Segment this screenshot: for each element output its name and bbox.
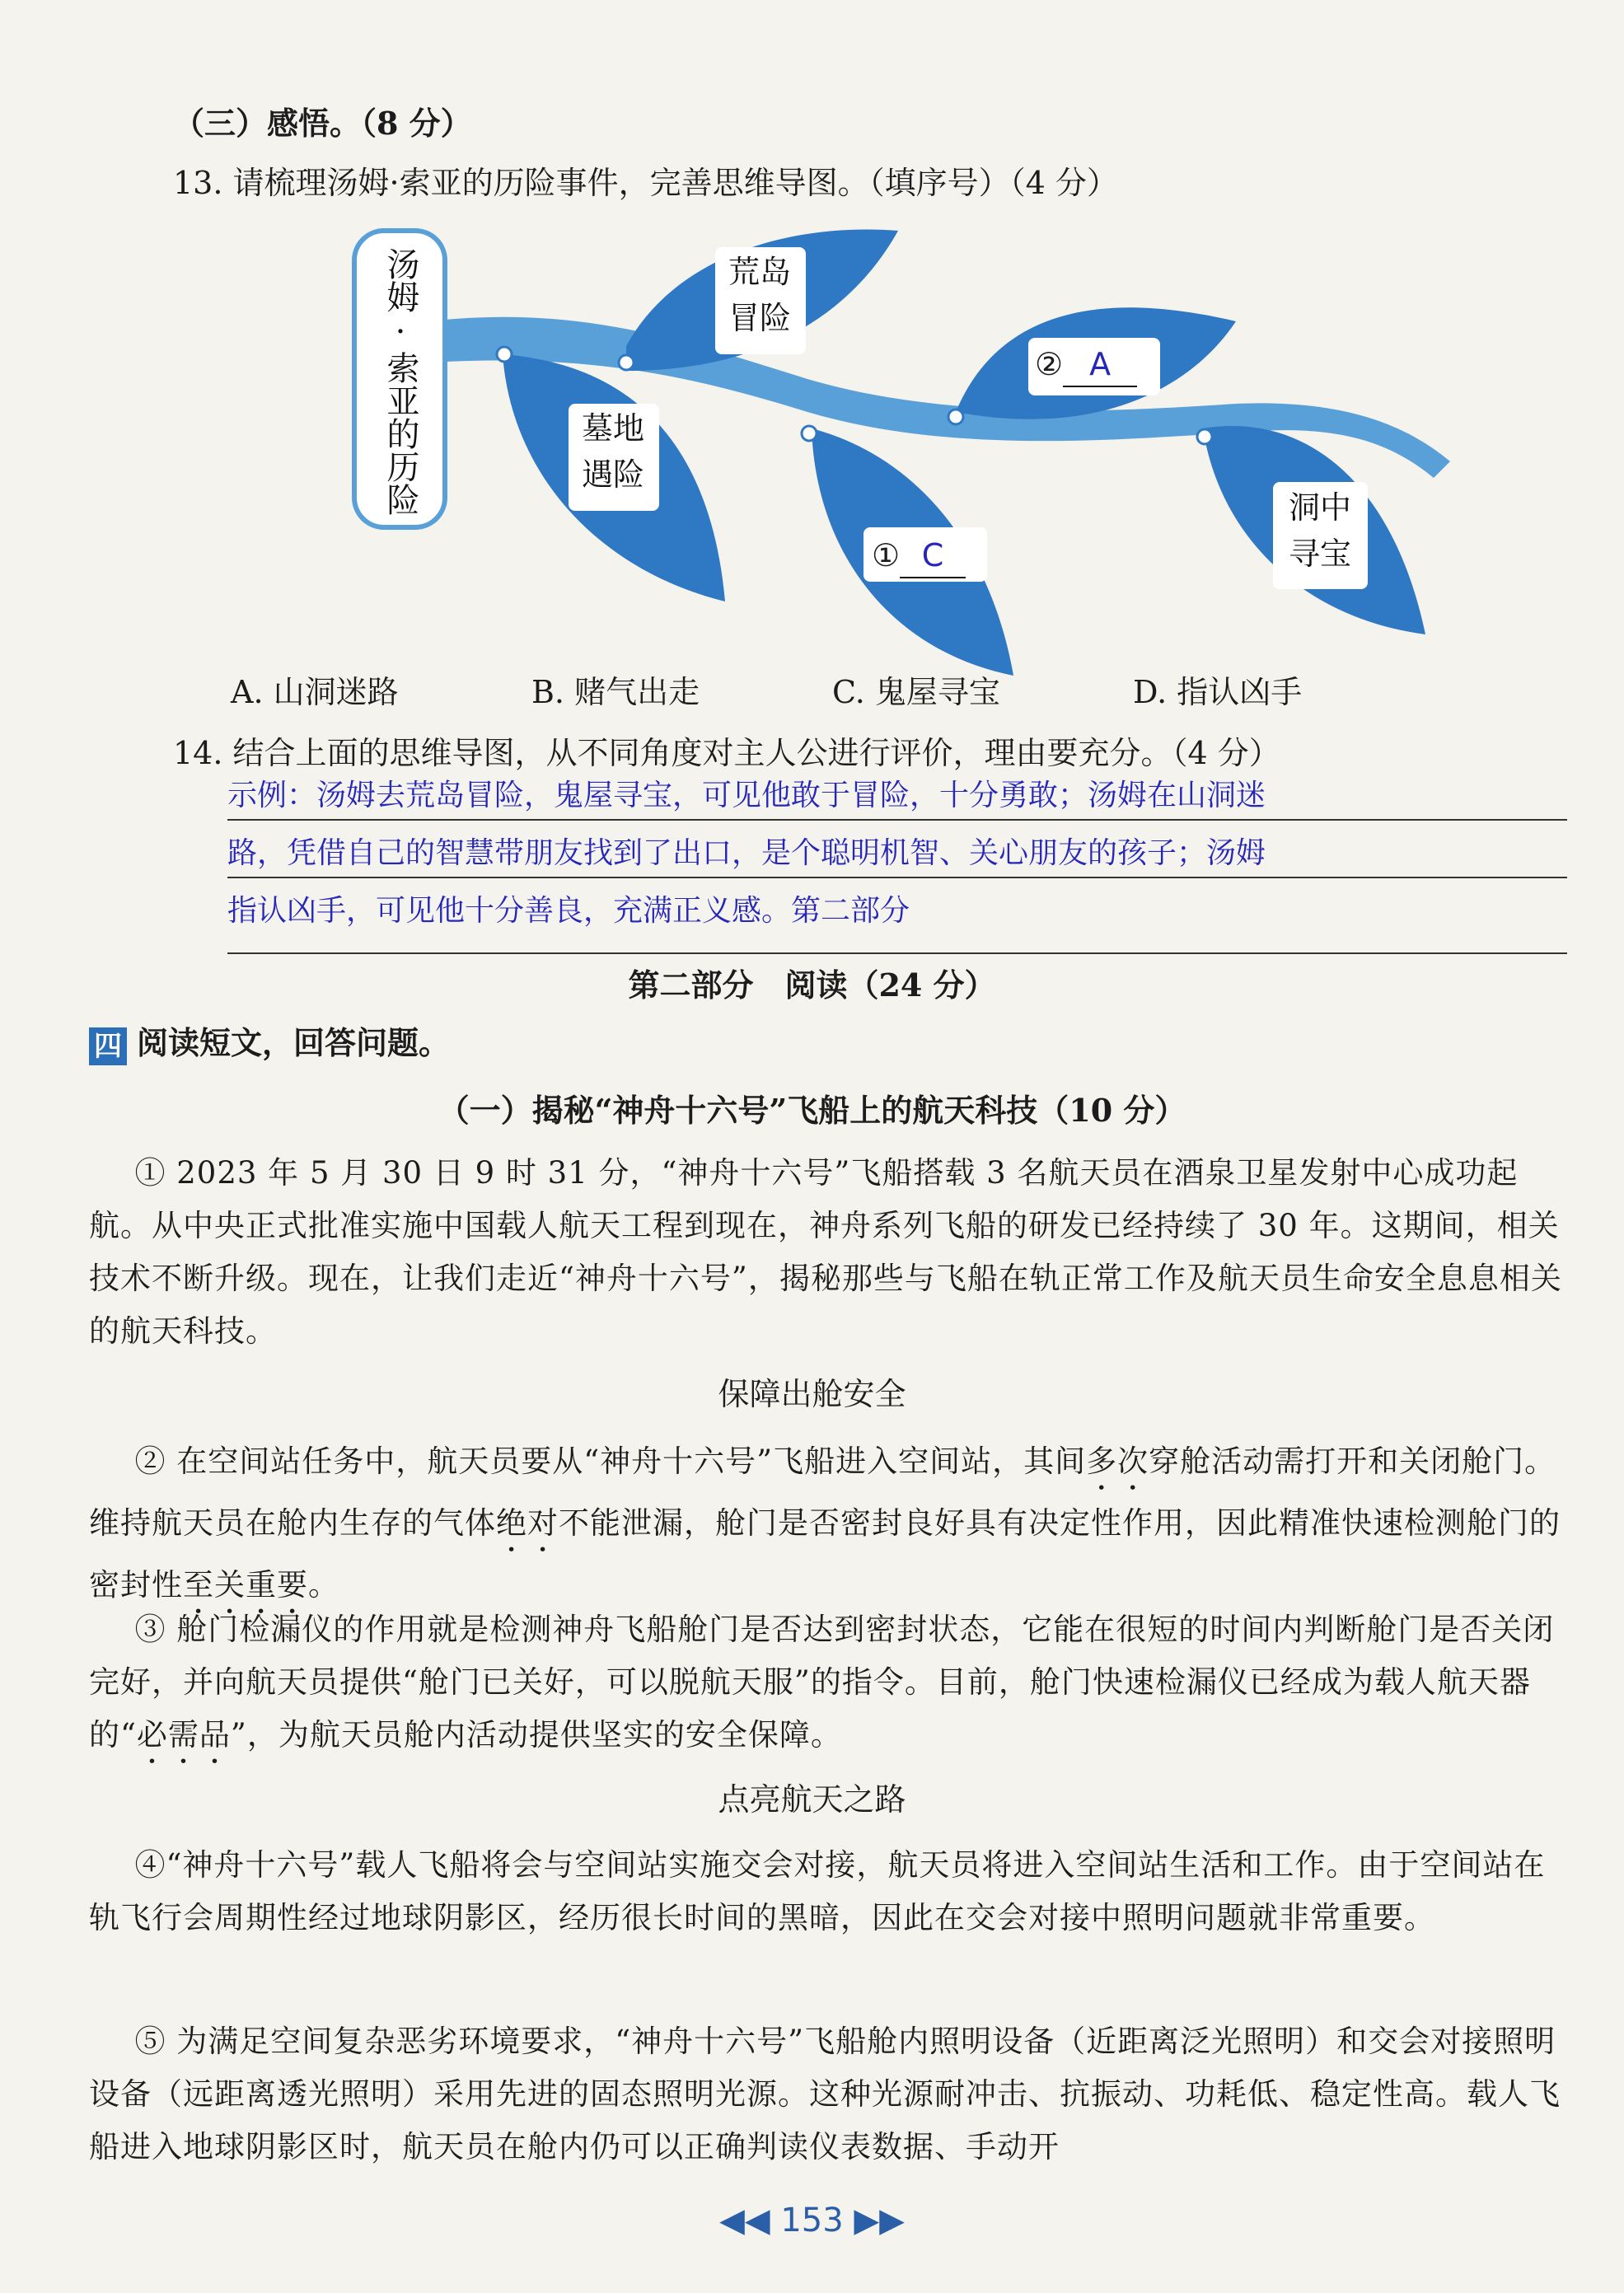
option-d: D. 指认凶手 (1133, 674, 1303, 710)
paragraph-3 (89, 1603, 1564, 1771)
leaf-graveyard-label: 墓地遇险 (581, 410, 644, 493)
leaf-cave-label: 洞中寻宝 (1288, 489, 1351, 572)
leaf-blank1 (872, 534, 966, 578)
answer-rule-3 (227, 952, 1567, 954)
section4-title: 阅读短文，回答问题。 (137, 1024, 451, 1061)
blank2-prefix: ② (1035, 346, 1064, 382)
paragraph-2 (89, 1435, 1564, 1621)
p3-emphasis: 必需品 (136, 1717, 231, 1753)
p3-part-a: ③ 舱门检漏仪的作用就是检测神舟飞船舱门是否达到密封状态，它能在很短的时间内判断舱门是否关闭完好，并向航天员提供“舱门已关好，可以脱航天服”的指令。目前，舱门快速检漏仪已经成为载人航天器的“ (89, 1612, 1555, 1753)
paragraph-4: ④“神舟十六号”载人飞船将会与空间站实施交会对接，航天员将进入空间站生活和工作。由于空间站在轨飞行会周期性经过地球阴影区，经历很长时间的黑暗，因此在交会对接中照明问题就非常重要。 (89, 1847, 1546, 1935)
p2-emphasis-3: 至关重要 (183, 1567, 308, 1603)
p2-part-b: 穿舱活动需打开和关闭舱门。维持航天员在舱内生存的气体 (89, 1444, 1556, 1541)
leaf-blank2 (1035, 343, 1137, 387)
option-c: C. 鬼屋寻宝 (832, 674, 1000, 710)
p2-emphasis-2: 绝对 (496, 1505, 559, 1541)
p2-emphasis-1: 多次 (1086, 1444, 1149, 1479)
paragraph-1: ① 2023 年 5 月 30 日 9 时 31 分，“神舟十六号”飞船搭载 3 名航天员在酒泉卫星发射中心成功起航。从中央正式批准实施中国载人航天工程到现在，神舟系列飞船的研发已经持续了 30 年。这期间，相关技术不断升级。现在，让我们走近“神舟十六号”，揭秘那些与飞船在轨正常工作及航天员生命安全息息相关的航天科技。 (89, 1155, 1562, 1349)
answer-rule-1 (227, 819, 1567, 821)
q14-stem: 14. 结合上面的思维导图，从不同角度对主人公进行评价，理由要充分。（4 分） (173, 735, 1280, 771)
option-a: A. 山洞迷路 (231, 674, 399, 710)
q13-stem: 13. 请梳理汤姆·索亚的历险事件，完善思维导图。（填序号）（4 分） (173, 165, 1118, 201)
option-b: B. 赌气出走 (531, 674, 700, 710)
leaf-island-label: 荒岛冒险 (728, 254, 791, 336)
p2-part-c: 不能泄漏，舱门是否密封良好具有决定性作用，因此精准快速检测舱门的密封性 (89, 1505, 1561, 1603)
section4-heading (89, 1022, 450, 1065)
part2-title: 第二部分 阅读（24 分） (628, 966, 996, 1004)
article-title: （一）揭秘“神舟十六号”飞船上的航天科技（10 分） (438, 1092, 1186, 1129)
section3-title: （三）感悟。（8 分） (173, 105, 472, 142)
blank1-prefix: ① (872, 537, 901, 573)
q14-answer-line-3: 指认凶手，可见他十分善良，充满正义感。第二部分 (227, 894, 910, 928)
p3-part-b: ”，为航天员舱内活动提供坚实的安全保障。 (230, 1717, 842, 1753)
blank1-answer: C (900, 534, 966, 578)
subhead-2: 点亮航天之路 (718, 1781, 906, 1818)
mind-map-root-label: 汤姆·索亚的历险 (381, 247, 419, 516)
blank2-answer: A (1063, 343, 1137, 387)
q14-answer-line-2: 路，凭借自己的智慧带朋友找到了出口，是个聪明机智、关心朋友的孩子；汤姆 (227, 836, 1266, 870)
page-number: ◀◀ 153 ▶▶ (719, 2202, 905, 2239)
paragraph-5: ⑤ 为满足空间复杂恶劣环境要求，“神舟十六号”飞船舱内照明设备（近距离泛光照明）和交会对接照明设备（远距离透光照明）采用先进的固态照明光源。这种光源耐冲击、抗振动、功耗低、稳定性高。载人飞船进入地球阴影区时，航天员在舱内仍可以正确判读仪表数据、手动开 (89, 2024, 1561, 2164)
p2-part-a: ② 在空间站任务中，航天员要从“神舟十六号”飞船进入空间站，其间 (134, 1444, 1087, 1479)
q14-answer-line-1: 示例：汤姆去荒岛冒险，鬼屋寻宝，可见他敢于冒险，十分勇敢；汤姆在山洞迷 (227, 779, 1266, 812)
mind-map (0, 206, 1624, 684)
p2-part-d: 。 (308, 1567, 339, 1603)
subhead-1: 保障出舱安全 (718, 1376, 906, 1412)
answer-rule-2 (227, 877, 1567, 878)
section4-badge: 四 (89, 1027, 127, 1065)
